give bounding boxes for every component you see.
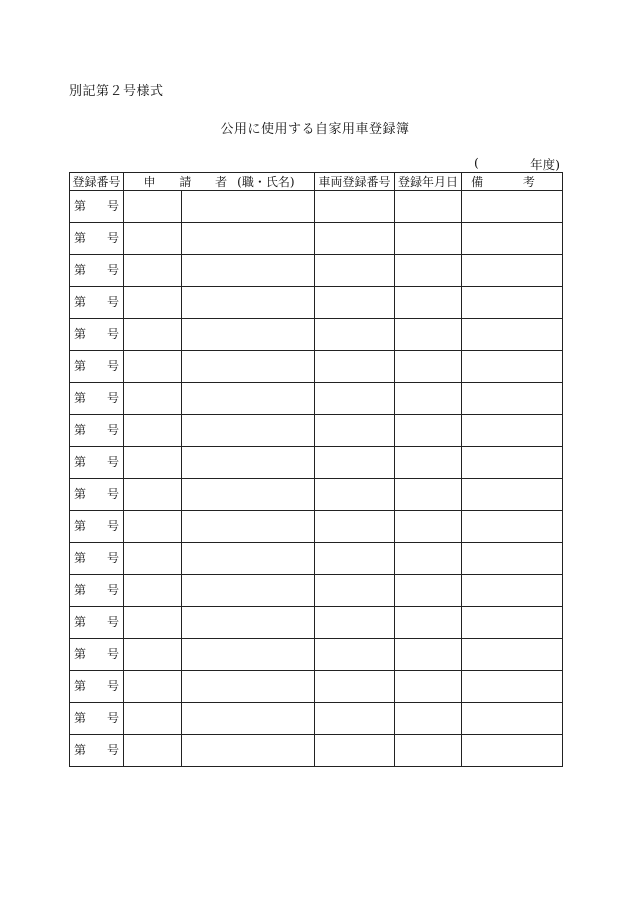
registration-date-cell[interactable]: [395, 703, 462, 735]
registration-number-suffix: 号: [106, 743, 119, 757]
applicant-name-cell[interactable]: [182, 703, 315, 735]
registration-number-suffix: 号: [106, 423, 119, 437]
table-row: [70, 255, 563, 287]
remarks-cell[interactable]: [462, 351, 563, 383]
registration-date-cell[interactable]: [395, 191, 462, 223]
vehicle-registration-number-cell[interactable]: [315, 447, 395, 479]
registration-number-cell[interactable]: [70, 607, 124, 639]
registration-number-wrapper: [70, 255, 123, 286]
table-body: [70, 191, 563, 767]
registration-number-cell[interactable]: [70, 383, 124, 415]
applicant-position-cell[interactable]: [124, 223, 182, 255]
registration-number-suffix: 号: [106, 199, 119, 213]
applicant-name-cell[interactable]: [182, 575, 315, 607]
table-row: [70, 703, 563, 735]
registration-number-suffix: 号: [106, 359, 119, 373]
registration-date-cell[interactable]: [395, 543, 462, 575]
registration-number-wrapper: [70, 735, 123, 766]
registration-number-wrapper: [70, 511, 123, 542]
registration-number-suffix: 号: [106, 711, 119, 725]
applicant-position-cell[interactable]: [124, 543, 182, 575]
vehicle-registration-number-cell[interactable]: [315, 575, 395, 607]
applicant-name-cell[interactable]: [182, 319, 315, 351]
applicant-name-cell[interactable]: [182, 639, 315, 671]
remarks-cell[interactable]: [462, 191, 563, 223]
table-row: [70, 351, 563, 383]
registration-date-cell[interactable]: [395, 575, 462, 607]
registration-date-cell[interactable]: [395, 735, 462, 767]
registration-number-prefix: 第: [74, 263, 87, 277]
vehicle-registration-number-cell[interactable]: [315, 223, 395, 255]
registration-number-prefix: 第: [74, 519, 87, 533]
table-row: [70, 383, 563, 415]
vehicle-registration-number-cell[interactable]: [315, 415, 395, 447]
applicant-name-cell[interactable]: [182, 447, 315, 479]
registration-number-cell[interactable]: [70, 543, 124, 575]
table-header-row: [70, 173, 563, 191]
registration-number-prefix: 第: [74, 647, 87, 661]
registration-number-wrapper: [70, 383, 123, 414]
vehicle-registration-number-cell[interactable]: [315, 319, 395, 351]
registration-date-cell[interactable]: [395, 383, 462, 415]
remarks-cell[interactable]: [462, 255, 563, 287]
applicant-position-cell[interactable]: [124, 191, 182, 223]
table-row: [70, 543, 563, 575]
applicant-position-cell[interactable]: [124, 607, 182, 639]
registration-number-wrapper: [70, 479, 123, 510]
remarks-cell[interactable]: [462, 543, 563, 575]
registration-number-wrapper: [70, 543, 123, 574]
registration-number-cell[interactable]: [70, 351, 124, 383]
registration-number-prefix: 第: [74, 455, 87, 469]
remarks-cell[interactable]: [462, 703, 563, 735]
table-row: [70, 191, 563, 223]
applicant-position-cell[interactable]: [124, 575, 182, 607]
applicant-name-cell[interactable]: [182, 479, 315, 511]
applicant-name-cell[interactable]: [182, 287, 315, 319]
applicant-position-cell[interactable]: [124, 255, 182, 287]
registration-number-cell[interactable]: [70, 415, 124, 447]
registration-number-suffix: 号: [106, 679, 119, 693]
registration-number-wrapper: [70, 191, 123, 222]
vehicle-registration-number-cell[interactable]: [315, 287, 395, 319]
registration-number-wrapper: [70, 351, 123, 382]
registration-date-cell[interactable]: [395, 607, 462, 639]
registration-number-wrapper: [70, 447, 123, 478]
registration-date-cell[interactable]: [395, 223, 462, 255]
registration-number-wrapper: [70, 607, 123, 638]
registration-number-prefix: 第: [74, 231, 87, 245]
registration-number-cell[interactable]: [70, 575, 124, 607]
vehicle-registration-number-cell[interactable]: [315, 735, 395, 767]
registration-number-cell[interactable]: [70, 703, 124, 735]
registration-number-prefix: 第: [74, 423, 87, 437]
applicant-position-cell[interactable]: [124, 287, 182, 319]
vehicle-registration-number-cell[interactable]: [315, 479, 395, 511]
remarks-cell[interactable]: [462, 735, 563, 767]
applicant-position-cell[interactable]: [124, 447, 182, 479]
applicant-name-cell[interactable]: [182, 671, 315, 703]
table-row: [70, 735, 563, 767]
remarks-cell[interactable]: [462, 479, 563, 511]
table-row: [70, 639, 563, 671]
table-row: [70, 511, 563, 543]
registration-number-cell[interactable]: [70, 735, 124, 767]
table-row: [70, 447, 563, 479]
registration-number-wrapper: [70, 639, 123, 670]
applicant-position-cell[interactable]: [124, 415, 182, 447]
registration-number-cell[interactable]: [70, 319, 124, 351]
vehicle-registration-number-cell[interactable]: [315, 351, 395, 383]
vehicle-registration-number-cell[interactable]: [315, 543, 395, 575]
applicant-name-cell[interactable]: [182, 191, 315, 223]
applicant-name-cell[interactable]: [182, 511, 315, 543]
registration-number-prefix: 第: [74, 487, 87, 501]
header-remarks-label: 備 考: [471, 174, 553, 189]
applicant-name-cell[interactable]: [182, 383, 315, 415]
registration-number-wrapper: [70, 287, 123, 318]
header-registration-number: 登録番号: [70, 173, 124, 191]
table-row: [70, 415, 563, 447]
registration-number-prefix: 第: [74, 679, 87, 693]
registration-number-prefix: 第: [74, 583, 87, 597]
registration-number-prefix: 第: [74, 711, 87, 725]
registration-number-wrapper: [70, 671, 123, 702]
document-title: 公用に使用する自家用車登録簿: [220, 122, 410, 137]
remarks-cell[interactable]: [462, 607, 563, 639]
registration-date-cell[interactable]: [395, 479, 462, 511]
vehicle-registration-number-cell[interactable]: [315, 511, 395, 543]
applicant-position-cell[interactable]: [124, 479, 182, 511]
header-applicant: [124, 173, 315, 191]
registration-number-suffix: 号: [106, 263, 119, 277]
registration-number-cell[interactable]: [70, 255, 124, 287]
registration-number-prefix: 第: [74, 295, 87, 309]
applicant-position-cell[interactable]: [124, 735, 182, 767]
registration-number-cell[interactable]: [70, 447, 124, 479]
vehicle-register-table: [69, 172, 563, 767]
table-row: [70, 607, 563, 639]
applicant-name-cell[interactable]: [182, 735, 315, 767]
header-registration-date: 登録年月日: [395, 173, 462, 191]
registration-date-cell[interactable]: [395, 287, 462, 319]
registration-number-suffix: 号: [106, 647, 119, 661]
registration-number-suffix: 号: [106, 583, 119, 597]
remarks-cell[interactable]: [462, 223, 563, 255]
registration-number-cell[interactable]: [70, 511, 124, 543]
registration-date-cell[interactable]: [395, 415, 462, 447]
registration-number-suffix: 号: [106, 231, 119, 245]
registration-number-prefix: 第: [74, 391, 87, 405]
registration-number-wrapper: [70, 415, 123, 446]
remarks-cell[interactable]: [462, 319, 563, 351]
registration-number-suffix: 号: [106, 327, 119, 341]
registration-number-cell[interactable]: [70, 671, 124, 703]
remarks-cell[interactable]: [462, 511, 563, 543]
registration-number-suffix: 号: [106, 487, 119, 501]
applicant-position-cell[interactable]: [124, 351, 182, 383]
registration-number-wrapper: [70, 703, 123, 734]
remarks-cell[interactable]: [462, 383, 563, 415]
registration-number-prefix: 第: [74, 327, 87, 341]
registration-number-suffix: 号: [106, 519, 119, 533]
registration-date-cell[interactable]: [395, 447, 462, 479]
registration-date-cell[interactable]: [395, 511, 462, 543]
form-number-label: 別記第２号様式: [69, 84, 164, 99]
table-row: [70, 223, 563, 255]
applicant-name-cell[interactable]: [182, 607, 315, 639]
registration-number-suffix: 号: [106, 455, 119, 469]
table-row: [70, 287, 563, 319]
registration-number-wrapper: [70, 223, 123, 254]
table-row: [70, 575, 563, 607]
registration-date-cell[interactable]: [395, 255, 462, 287]
vehicle-registration-number-cell[interactable]: [315, 607, 395, 639]
registration-number-prefix: 第: [74, 743, 87, 757]
vehicle-registration-number-cell[interactable]: [315, 191, 395, 223]
registration-number-cell[interactable]: [70, 479, 124, 511]
applicant-position-cell[interactable]: [124, 703, 182, 735]
registration-date-cell[interactable]: [395, 351, 462, 383]
applicant-name-cell[interactable]: [182, 351, 315, 383]
header-applicant-sub: (職・氏名): [237, 174, 295, 189]
applicant-position-cell[interactable]: [124, 639, 182, 671]
registration-number-suffix: 号: [106, 295, 119, 309]
header-remarks: [462, 173, 563, 191]
remarks-cell[interactable]: [462, 415, 563, 447]
registration-number-cell[interactable]: [70, 191, 124, 223]
vehicle-registration-number-cell[interactable]: [315, 383, 395, 415]
registration-date-cell[interactable]: [395, 671, 462, 703]
remarks-cell[interactable]: [462, 447, 563, 479]
registration-date-cell[interactable]: [395, 319, 462, 351]
registration-date-cell[interactable]: [395, 639, 462, 671]
remarks-cell[interactable]: [462, 671, 563, 703]
fiscal-year-field: [474, 155, 560, 171]
table-row: [70, 671, 563, 703]
remarks-cell[interactable]: [462, 287, 563, 319]
applicant-name-cell[interactable]: [182, 255, 315, 287]
registration-number-prefix: 第: [74, 551, 87, 565]
applicant-name-cell[interactable]: [182, 223, 315, 255]
registration-number-suffix: 号: [106, 551, 119, 565]
vehicle-registration-number-cell[interactable]: [315, 671, 395, 703]
applicant-name-cell[interactable]: [182, 543, 315, 575]
table-row: [70, 319, 563, 351]
registration-number-prefix: 第: [74, 615, 87, 629]
applicant-position-cell[interactable]: [124, 383, 182, 415]
registration-number-cell[interactable]: [70, 639, 124, 671]
applicant-position-cell[interactable]: [124, 319, 182, 351]
header-vehicle-registration-number: 車両登録番号: [315, 173, 395, 191]
registration-number-wrapper: [70, 319, 123, 350]
registration-number-suffix: 号: [106, 615, 119, 629]
table-row: [70, 479, 563, 511]
registration-number-cell[interactable]: [70, 223, 124, 255]
registration-number-cell[interactable]: [70, 287, 124, 319]
fiscal-year-label: 年度): [530, 157, 560, 172]
registration-number-suffix: 号: [106, 391, 119, 405]
vehicle-registration-number-cell[interactable]: [315, 639, 395, 671]
vehicle-registration-number-cell[interactable]: [315, 255, 395, 287]
vehicle-registration-number-cell[interactable]: [315, 703, 395, 735]
registration-number-prefix: 第: [74, 199, 87, 213]
registration-number-prefix: 第: [74, 359, 87, 373]
applicant-name-cell[interactable]: [182, 415, 315, 447]
applicant-position-cell[interactable]: [124, 511, 182, 543]
fiscal-year-open-paren: (: [474, 155, 479, 170]
remarks-cell[interactable]: [462, 639, 563, 671]
remarks-cell[interactable]: [462, 575, 563, 607]
header-applicant-main: 申 請 者: [143, 174, 238, 189]
applicant-position-cell[interactable]: [124, 671, 182, 703]
registration-number-wrapper: [70, 575, 123, 606]
